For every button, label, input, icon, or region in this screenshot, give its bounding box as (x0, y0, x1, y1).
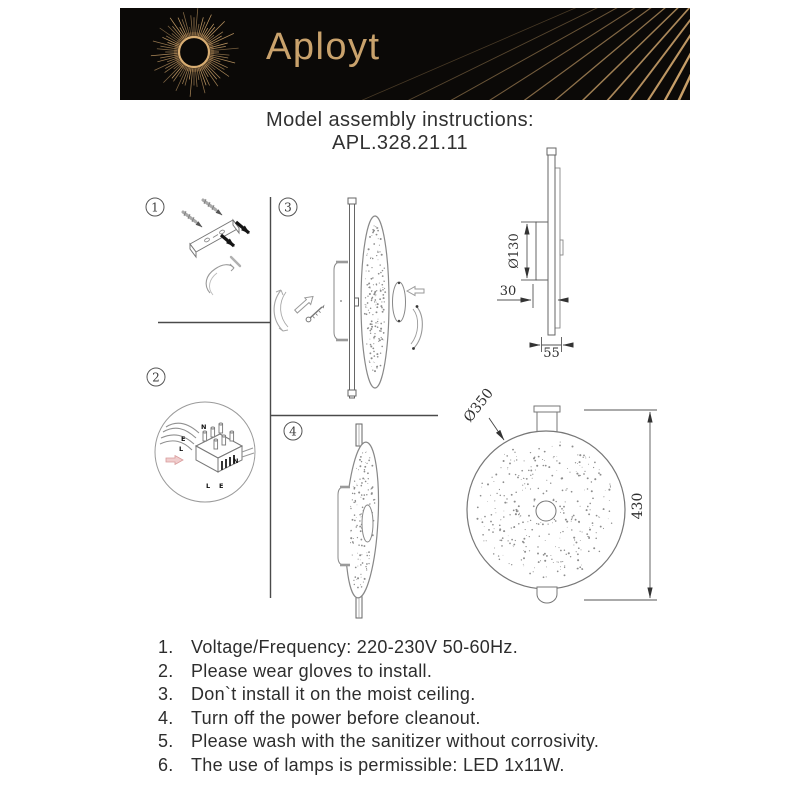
step-3-illustration (274, 198, 424, 398)
panel-dividers (158, 197, 438, 598)
brand-wordmark: Aployt (266, 26, 381, 68)
instruction-text: Voltage/Frequency: 220-230V 50-60Hz. (191, 637, 519, 657)
page-title: Model assembly instructions: (266, 109, 534, 131)
model-number: APL.328.21.11 (331, 132, 469, 154)
wire-label-n-bottom: N (233, 457, 239, 465)
instruction-item (158, 707, 688, 731)
step-2-illustration (147, 368, 255, 502)
wire-label-e-top: E (181, 435, 186, 443)
wire-label-n-top: N (201, 423, 207, 431)
screw-icon (306, 305, 324, 322)
instruction-item (158, 730, 688, 754)
push-arrow-icon (407, 287, 424, 296)
wire-label-l-bottom: L (206, 482, 211, 490)
dim-overall-height: 430 (630, 492, 646, 520)
dim-shade-leader (489, 418, 504, 440)
direction-arrow-icon (295, 297, 313, 314)
step-4-illustration (284, 422, 382, 618)
instruction-text: The use of lamps is permissible: LED 1x11W. (191, 754, 565, 775)
instruction-number: 1. (158, 637, 174, 657)
instruction-text: Turn off the power before cleanout. (191, 707, 481, 728)
instruction-text: Please wash with the sanitizer without corrosivity. (191, 731, 600, 751)
rotate-arrow-left-icon (274, 290, 288, 331)
instruction-text: Don`t install it on the moist ceiling. (191, 684, 476, 704)
instruction-number: 2. (158, 660, 174, 681)
wire-label-e-bottom: E (219, 482, 224, 490)
dim-shade-diameter: Ø350 (460, 385, 497, 426)
instruction-number: 6. (158, 754, 174, 775)
instruction-item (158, 636, 688, 660)
instruction-list (158, 636, 688, 777)
step-1-number: 1 (151, 200, 159, 215)
instruction-number: 4. (158, 707, 174, 728)
instruction-number: 3. (158, 684, 174, 704)
step-4-number: 4 (289, 424, 297, 439)
step-2-number: 2 (152, 370, 160, 385)
front-view-drawing (461, 386, 657, 603)
side-view-drawing (497, 148, 572, 361)
dim-canopy-diameter: Ø130 (507, 233, 522, 269)
dim-bracket-width: 55 (543, 346, 560, 361)
dim-canopy-lines (521, 222, 537, 280)
instruction-text: Please wear gloves to install. (191, 660, 433, 681)
wire-label-l-top: L (179, 445, 184, 453)
step-3-number: 3 (284, 200, 292, 215)
instruction-item (158, 754, 688, 778)
step-1-illustration (146, 198, 249, 295)
anchor-icons (183, 199, 222, 227)
rotate-arrow-right-icon (411, 305, 422, 350)
instruction-item (158, 683, 688, 707)
instruction-number: 5. (158, 731, 174, 751)
instruction-item (158, 660, 688, 684)
dim-depth: 30 (499, 284, 517, 299)
